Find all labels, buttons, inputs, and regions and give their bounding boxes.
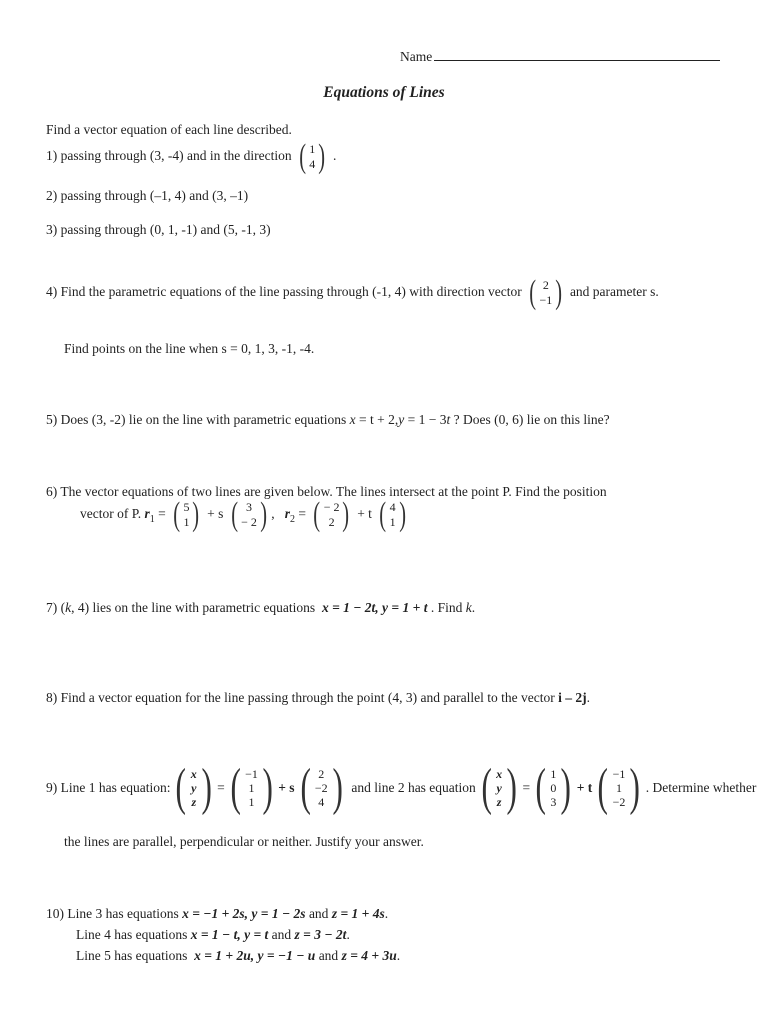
question-10-line-5: Line 5 has equations x = 1 + 2u, y = −1 − u and z = 4 + 3u.	[76, 948, 401, 963]
question-10-line-3: 10) Line 3 has equations x = −1 + 2s, y = 1 − 2s and z = 1 + 4s.	[46, 906, 389, 921]
question-1-text: 1) passing through (3, -4) and in the direction	[46, 148, 292, 164]
q9-line2-point: ( 1 0 3 )	[535, 759, 572, 816]
question-1: 1) passing through (3, -4) and in the direction ( 1 4 ) .	[46, 138, 337, 175]
question-4-part-2: Find points on the line when s = 0, 1, 3, -1, -4.	[64, 341, 315, 356]
q6-vector-d: ( 4 1 )	[379, 496, 406, 533]
question-6: 6) The vector equations of two lines are given below. The lines intersect at the point P. Find the position	[46, 484, 607, 499]
instructions: Find a vector equation of each line described.	[46, 122, 292, 137]
q9-line1-direction: ( 2 −2 4 )	[299, 759, 343, 816]
question-10-line-4: Line 4 has equations x = 1 − t, y = t and z = 3 − 2t.	[76, 927, 350, 942]
name-label: Name	[400, 49, 433, 64]
q1-direction-vector: ( 1 4 )	[299, 138, 326, 175]
q4-direction-vector: ( 2 −1 )	[529, 274, 563, 311]
q6-vector-c: ( − 2 2 )	[313, 496, 350, 533]
question-2: 2) passing through (–1, 4) and (3, –1)	[46, 188, 249, 203]
q9-line2-direction: ( −1 1 −2 )	[597, 759, 641, 816]
worksheet-title: Equations of Lines	[323, 84, 445, 101]
name-field	[400, 48, 720, 65]
question-3: 3) passing through (0, 1, -1) and (5, -1, 3)	[46, 222, 271, 237]
question-8: 8) Find a vector equation for the line passing through the point (4, 3) and parallel to the vector i – 2j.	[46, 690, 590, 705]
q6-vector-b: ( 3 − 2 )	[231, 496, 267, 533]
question-5: 5) Does (3, -2) lie on the line with parametric equations x = t + 2,y = 1 − 3t ? Does (0, 6) lie on this line?	[46, 412, 610, 427]
q9-xyz-vector-2: ( x y z )	[481, 759, 517, 816]
question-4-text: 4) Find the parametric equations of the line passing through (-1, 4) with direction vector	[46, 284, 522, 300]
question-6-equations: vector of P. $r_1$ = ( 5 1 ) + s ( 3 − 2 ) , $r_2$ = ( − 2 2 ) + t ( 4 1 )	[80, 498, 410, 532]
name-blank-line	[434, 48, 720, 61]
question-9-part-2: the lines are parallel, perpendicular or neither. Justify your answer.	[64, 834, 424, 849]
q9-xyz-vector-1: ( x y z )	[175, 759, 212, 816]
q9-line1-point: ( −1 1 1 )	[230, 759, 273, 816]
q6-vector-a: ( 5 1 )	[173, 496, 200, 533]
question-7: 7) (k, 4) lies on the line with parametric equations x = 1 − 2t, y = 1 + t . Find k.	[46, 600, 476, 615]
question-4: 4) Find the parametric equations of the line passing through (-1, 4) with direction vector ( 2 −1 ) and parameter s.	[46, 274, 659, 311]
question-9: 9) Line 1 has equation: ( x y z ) = ( −1 1 1 ) + s ( 2 −2 4 ) and line 2 has equation ( x y z ) = ( 1 0 3 ) + t ( −1 1 −2 ) . Determine whether	[46, 759, 757, 816]
